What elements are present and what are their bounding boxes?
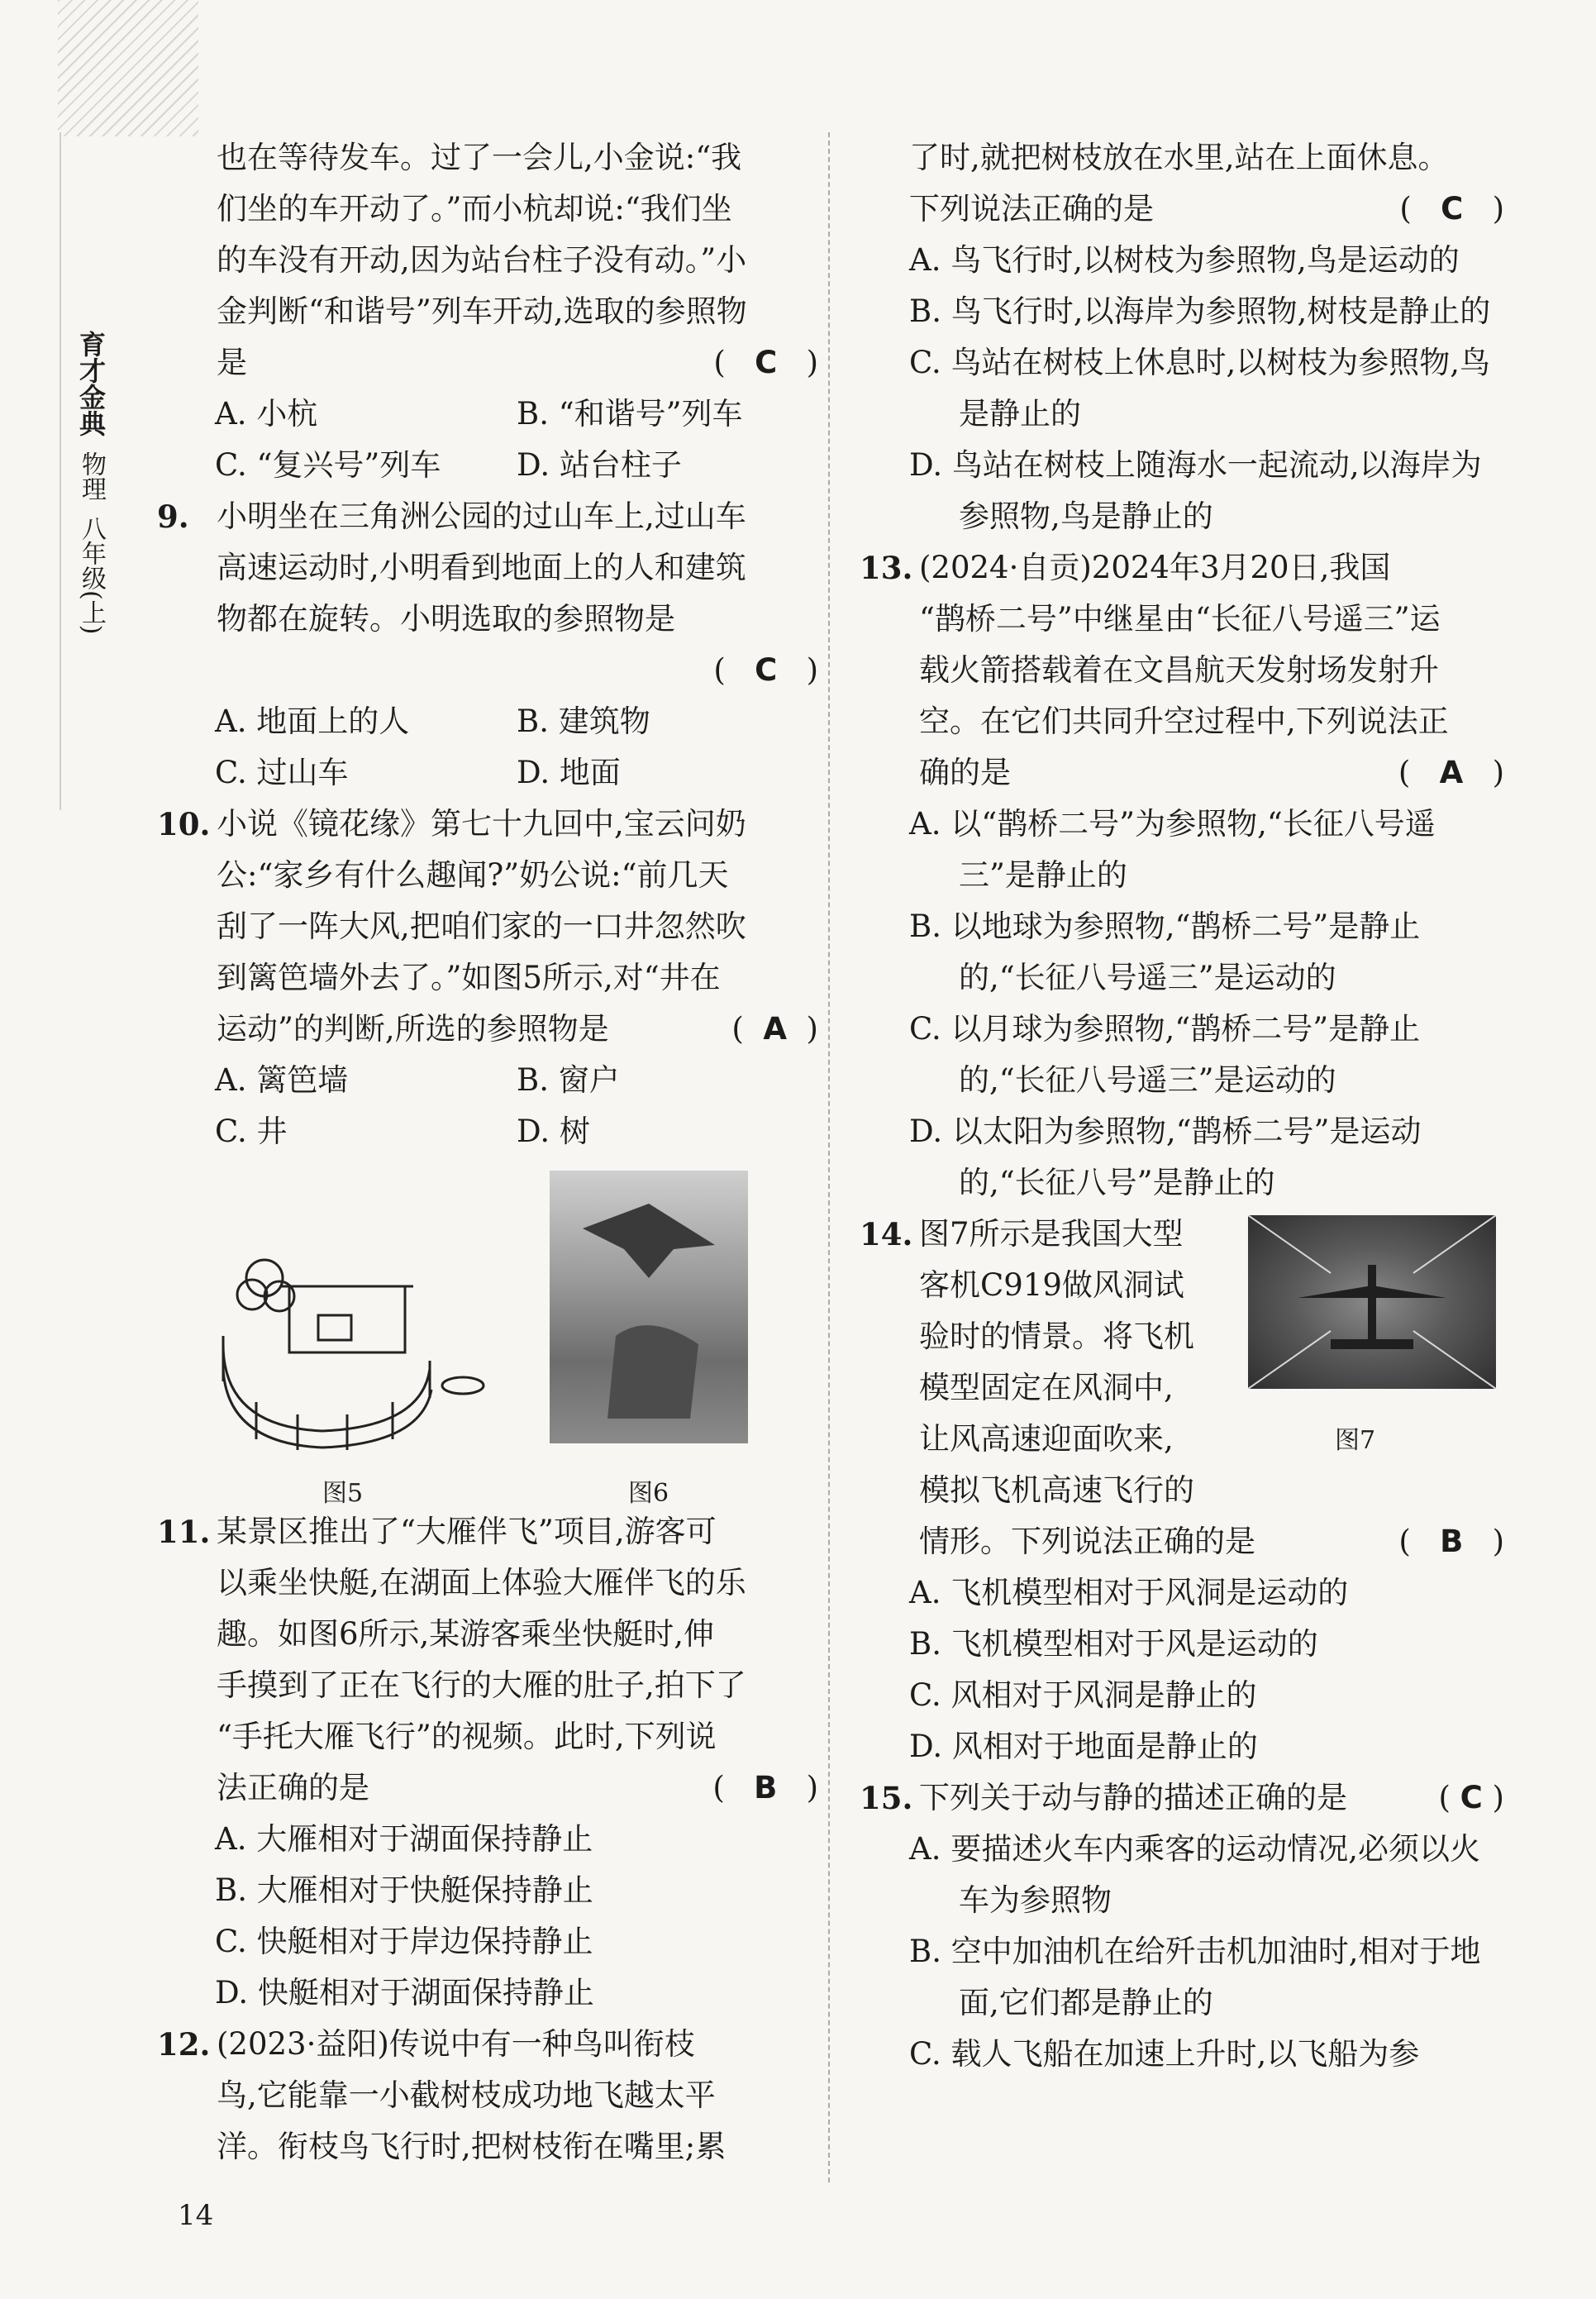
- question-number: 12.: [157, 2026, 211, 2063]
- figure-5-house-fence-drawing: [207, 1245, 504, 1460]
- line: 物都在旋转。小明选取的参照物是: [217, 601, 675, 637]
- brand-label: 育才金典: [75, 331, 107, 436]
- line: (2024·自贡)2024年3月20日,我国: [919, 550, 1391, 585]
- option: A. 篱笆墙: [215, 1062, 349, 1098]
- option: A. 要描述火车内乘客的运动情况,必须以火车为参照物: [909, 1831, 1481, 1918]
- line: (2023·益阳)传说中有一种鸟叫衔枝: [217, 2026, 695, 2062]
- answer-bracket: ( C ): [1438, 1780, 1504, 1815]
- question-15: [860, 1772, 1504, 1824]
- question-number: 9.: [157, 498, 189, 535]
- option: D. 地面: [517, 755, 621, 790]
- answer-bracket: ( A ): [731, 1011, 818, 1047]
- question-12-options: [860, 235, 1504, 542]
- line: 验时的情景。将飞机: [919, 1319, 1194, 1354]
- line: 载火箭搭载着在文昌航天发射场发射升: [919, 652, 1439, 688]
- figures-5-6: [157, 1162, 818, 1508]
- question-number: 11.: [157, 1514, 211, 1550]
- line: “手托大雁飞行”的视频。此时,下列说: [217, 1719, 717, 1754]
- question-8-options: [157, 389, 818, 491]
- aircraft-model-silhouette: [1248, 1215, 1496, 1389]
- option: B. “和谐号”列车: [517, 396, 743, 432]
- line: 法正确的是 ( B ): [217, 1762, 818, 1814]
- answer-bracket: ( C ): [713, 652, 818, 688]
- option: C. “复兴号”列车: [215, 447, 441, 483]
- option: D. 鸟站在树枝上随海水一起流动,以海岸为参照物,鸟是静止的: [909, 447, 1482, 534]
- line: 下列关于动与静的描述正确的是 ( C ): [919, 1772, 1504, 1824]
- question-11-options: [157, 1814, 818, 2019]
- line: 金判断“和谐号”列车开动,选取的参照物: [217, 293, 747, 329]
- line: 客机C919做风洞试: [919, 1267, 1184, 1303]
- option: A. 地面上的人: [215, 704, 410, 739]
- option: A. 以“鹊桥二号”为参照物,“长征八号遥三”是静止的: [909, 806, 1436, 893]
- question-number: 10.: [157, 806, 211, 842]
- line: 小说《镜花缘》第七十九回中,宝云问奶: [217, 806, 746, 842]
- line: 到篱笆墙外去了。”如图5所示,对“井在: [217, 960, 721, 995]
- question-number: 14.: [860, 1216, 913, 1252]
- question-10: [157, 799, 818, 1055]
- line: 小明坐在三角洲公园的过山车上,过山车: [217, 498, 746, 534]
- line: 让风高速迎面吹来,: [919, 1421, 1174, 1457]
- line: 以乘坐快艇,在湖面上体验大雁伴飞的乐: [217, 1565, 746, 1600]
- line: 高速运动时,小明看到地面上的人和建筑: [217, 550, 746, 585]
- question-9: [157, 491, 818, 696]
- option: B. 大雁相对于快艇保持静止: [215, 1872, 593, 1908]
- question-15-options: [860, 1824, 1504, 2080]
- left-column: [157, 132, 818, 2173]
- question-8-continued: [157, 132, 818, 389]
- line: 手摸到了正在飞行的大雁的肚子,拍下了: [217, 1667, 746, 1703]
- answer-bracket: ( B ): [712, 1770, 818, 1805]
- line: “鹊桥二号”中继星由“长征八号遥三”运: [919, 601, 1441, 637]
- option: C. 鸟站在树枝上休息时,以树枝为参照物,鸟是静止的: [909, 345, 1491, 432]
- option: A. 鸟飞行时,以树枝为参照物,鸟是运动的: [909, 242, 1460, 278]
- line: 下列说法正确的是 ( C ): [909, 184, 1504, 235]
- question-11: [157, 1506, 818, 1814]
- question-14-options: [860, 1567, 1504, 1772]
- option: D. 树: [517, 1114, 590, 1149]
- figure-7-caption: 图7: [1335, 1426, 1376, 1455]
- book-spine-label: [73, 331, 109, 634]
- option: C. 过山车: [215, 755, 349, 790]
- question-9-options: [157, 696, 818, 799]
- page-number: 14: [178, 2199, 214, 2232]
- line: 模型固定在风洞中,: [919, 1370, 1174, 1405]
- line: 们坐的车开动了。”而小杭却说:“我们坐: [217, 191, 732, 227]
- option: B. 窗户: [517, 1062, 620, 1098]
- option: B. 空中加油机在给歼击机加油时,相对于地面,它们都是静止的: [909, 1934, 1481, 2020]
- answer-bracket: ( C ): [1399, 191, 1504, 227]
- option: C. 快艇相对于岸边保持静止: [215, 1924, 593, 1959]
- figure-5-caption: 图5: [322, 1479, 364, 1508]
- line: 模拟飞机高速飞行的: [919, 1472, 1194, 1508]
- option: C. 载人飞船在加速上升时,以飞船为参: [909, 2036, 1420, 2072]
- question-number: 13.: [860, 550, 913, 586]
- line: 图7所示是我国大型: [919, 1216, 1184, 1252]
- option: A. 大雁相对于湖面保持静止: [215, 1821, 593, 1857]
- line: 的车没有开动,因为站台柱子没有动。”小: [217, 242, 747, 278]
- option: C. 风相对于风洞是静止的: [909, 1677, 1257, 1713]
- line: 趣。如图6所示,某游客乘坐快艇时,伸: [217, 1616, 715, 1652]
- spine-rule: [60, 132, 61, 810]
- option: C. 井: [215, 1114, 288, 1149]
- line: 刮了一阵大风,把咱们家的一口井忽然吹: [217, 909, 746, 944]
- option: D. 快艇相对于湖面保持静止: [215, 1975, 594, 2010]
- answer-bracket: ( C ): [713, 345, 818, 380]
- line: 确的是 ( A ): [919, 747, 1504, 799]
- question-12-continued: [860, 132, 1504, 235]
- subject-label: 物理: [77, 451, 106, 501]
- figure-7-photo-wind-tunnel: [1248, 1215, 1496, 1389]
- option: D. 风相对于地面是静止的: [909, 1729, 1258, 1764]
- figure-6-caption: 图6: [628, 1479, 669, 1508]
- option: B. 鸟飞行时,以海岸为参照物,树枝是静止的: [909, 293, 1491, 329]
- grade-label: 八年级(上): [77, 516, 106, 635]
- corner-hatch-decoration: [58, 0, 198, 136]
- answer-bracket: ( B ): [1398, 1524, 1504, 1559]
- question-10-options: [157, 1055, 818, 1157]
- line: [217, 645, 818, 696]
- option: A. 飞机模型相对于风洞是运动的: [909, 1575, 1349, 1610]
- option: B. 飞机模型相对于风是运动的: [909, 1626, 1318, 1662]
- line: 也在等待发车。过了一会儿,小金说:“我: [217, 140, 742, 175]
- column-divider: [828, 132, 830, 2182]
- option: D. 站台柱子: [517, 447, 682, 483]
- figure-6-photo-goose-boat: [550, 1171, 748, 1443]
- line: 鸟,它能靠一小截树枝成功地飞越太平: [217, 2077, 716, 2113]
- option: B. 以地球为参照物,“鹊桥二号”是静止的,“长征八号遥三”是运动的: [909, 909, 1421, 995]
- goose-silhouette: [550, 1171, 748, 1443]
- line: 空。在它们共同升空过程中,下列说法正: [919, 704, 1449, 739]
- answer-bracket: ( A ): [1398, 755, 1504, 790]
- line: 某景区推出了“大雁伴飞”项目,游客可: [217, 1514, 717, 1549]
- line: 运动”的判断,所选的参照物是 ( A ): [217, 1004, 818, 1055]
- option: B. 建筑物: [517, 704, 650, 739]
- line: 公:“家乡有什么趣闻?”奶公说:“前几天: [217, 857, 729, 893]
- question-number: 15.: [860, 1780, 913, 1816]
- line: 了时,就把树枝放在水里,站在上面休息。: [909, 140, 1449, 175]
- option: A. 小杭: [215, 396, 318, 432]
- line: 洋。衔枝鸟飞行时,把树枝衔在嘴里;累: [217, 2129, 727, 2164]
- line: 是 ( C ): [217, 337, 818, 389]
- question-12: [157, 2019, 818, 2173]
- option: C. 以月球为参照物,“鹊桥二号”是静止的,“长征八号遥三”是运动的: [909, 1011, 1421, 1098]
- question-14: [860, 1209, 1504, 1567]
- option: D. 以太阳为参照物,“鹊桥二号”是运动的,“长征八号”是静止的: [909, 1114, 1422, 1200]
- line: 情形。下列说法正确的是 ( B ): [919, 1516, 1504, 1567]
- question-13-options: [860, 799, 1504, 1209]
- question-13: [860, 542, 1504, 799]
- right-column: [860, 132, 1504, 2080]
